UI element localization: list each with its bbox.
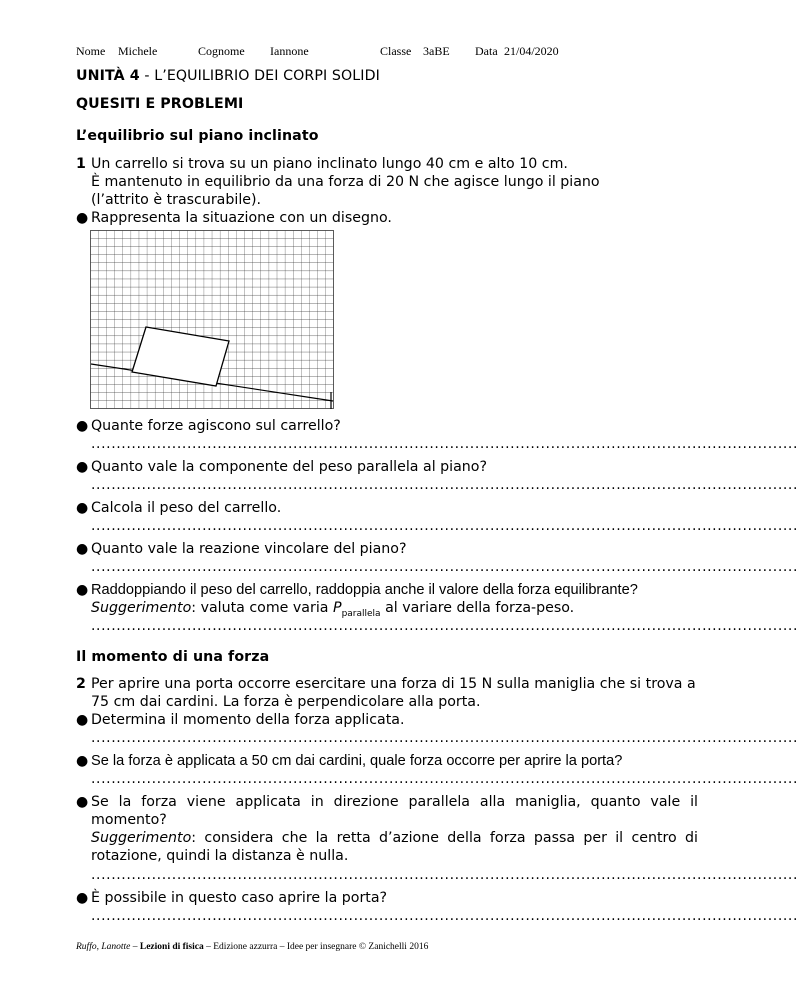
problem-2 xyxy=(76,675,698,711)
question-parallel-force-text: Se la forza viene applicata in direzione parallela alla maniglia, quanto vale il momento? xyxy=(91,794,698,828)
hint-p-symbol: P xyxy=(333,600,342,616)
question-open-door xyxy=(76,889,698,907)
problem-1-line-2: È mantenuto in equilibrio da una forza di 20 N che agisce lungo il piano xyxy=(91,174,600,190)
answer-line[interactable]: ............................................................................................................................................ xyxy=(91,559,798,575)
bullet-icon: ● xyxy=(76,890,89,906)
bullet-icon: ● xyxy=(76,500,89,516)
answer-line[interactable]: ............................................................................................................................................ xyxy=(91,436,798,452)
bullet-icon: ● xyxy=(76,582,89,598)
nome-label: Nome xyxy=(76,44,106,58)
unit-number: UNITÀ 4 xyxy=(76,68,140,84)
hint-label: Suggerimento xyxy=(91,830,192,846)
hint-label: Suggerimento xyxy=(91,600,192,616)
question-moment xyxy=(76,711,698,729)
hint-text-end: al variare della forza-peso. xyxy=(380,600,575,616)
hint-text: : considera che la retta d’azione della forza passa per il centro di rotazione, quindi la distanza è nulla. xyxy=(91,830,698,864)
bullet-icon: ● xyxy=(76,794,89,810)
draw-prompt-text: Rappresenta la situazione con un disegno. xyxy=(91,210,392,226)
cognome-label: Cognome xyxy=(198,44,245,58)
question-parallel-component-text: Quanto vale la componente del peso parallela al piano? xyxy=(91,459,487,475)
footer-book: Lezioni di fisica xyxy=(139,942,204,952)
data-label: Data xyxy=(475,44,498,58)
question-double-weight xyxy=(76,581,698,617)
cognome-value: Iannone xyxy=(270,44,309,58)
problem-2-number: 2 xyxy=(76,676,86,692)
answer-line[interactable]: ............................................................................................................................................ xyxy=(91,867,798,883)
problem-1-line-1: Un carrello si trova su un piano inclinato lungo 40 cm e alto 10 cm. xyxy=(91,156,568,172)
question-open-door-text: È possibile in questo caso aprire la porta? xyxy=(91,890,388,906)
classe-label: Classe xyxy=(380,44,412,58)
bullet-icon: ● xyxy=(76,210,89,226)
subtitle: QUESITI E PROBLEMI xyxy=(76,96,244,112)
footer-sep: – xyxy=(130,942,140,952)
bullet-icon: ● xyxy=(76,712,89,728)
answer-line[interactable]: ............................................................................................................................................ xyxy=(91,730,798,746)
draw-prompt xyxy=(76,209,698,227)
section2-heading: Il momento di una forza xyxy=(76,649,270,665)
question-weight-text: Calcola il peso del carrello. xyxy=(91,500,282,516)
hint-text: : valuta come varia xyxy=(191,600,333,616)
question-50cm xyxy=(76,752,698,770)
question-50cm-text: Se la forza è applicata a 50 cm dai cardini, quale forza occorre per aprire la porta? xyxy=(91,753,623,769)
bullet-icon: ● xyxy=(76,541,89,557)
question-reaction-text: Quanto vale la reazione vincolare del piano? xyxy=(91,541,407,557)
bullet-icon: ● xyxy=(76,753,89,769)
answer-line[interactable]: ............................................................................................................................................ xyxy=(91,518,798,534)
section1-heading: L’equilibrio sul piano inclinato xyxy=(76,128,319,144)
question-weight xyxy=(76,499,698,517)
unit-name: L’EQUILIBRIO DEI CORPI SOLIDI xyxy=(154,68,380,84)
problem-1 xyxy=(76,155,698,211)
question-double-weight-text: Raddoppiando il peso del carrello, raddoppia anche il valore della forza equilibrante? xyxy=(91,582,638,598)
answer-line[interactable]: ............................................................................................................................................ xyxy=(91,618,798,634)
hint-p-subscript: parallela xyxy=(341,608,381,619)
problem-1-line-3: (l’attrito è trascurabile). xyxy=(91,192,262,208)
answer-line[interactable]: ............................................................................................................................................ xyxy=(91,771,798,787)
problem-2-text: Per aprire una porta occorre esercitare una forza di 15 N sulla maniglia che si trova a 75 cm dai cardini. La forza è perpendicolare alla porta. xyxy=(91,676,696,710)
answer-line[interactable]: ............................................................................................................................................ xyxy=(91,908,798,924)
unit-title xyxy=(76,68,380,84)
question-forces xyxy=(76,417,698,435)
footer xyxy=(76,942,428,952)
data-value: 21/04/2020 xyxy=(504,44,559,58)
question-moment-text: Determina il momento della forza applicata. xyxy=(91,712,405,728)
grid-drawing-area[interactable] xyxy=(90,230,335,410)
question-parallel-force xyxy=(76,793,698,865)
answer-line[interactable]: ............................................................................................................................................ xyxy=(91,477,798,493)
footer-rest: – Edizione azzurra – Idee per insegnare © Zanichelli 2016 xyxy=(203,942,429,952)
bullet-icon: ● xyxy=(76,418,89,434)
question-forces-text: Quante forze agiscono sul carrello? xyxy=(91,418,341,434)
footer-authors: Ruffo, Lanotte xyxy=(76,942,131,952)
classe-value: 3aBE xyxy=(423,44,450,58)
bullet-icon: ● xyxy=(76,459,89,475)
question-reaction xyxy=(76,540,698,558)
question-parallel-component xyxy=(76,458,698,476)
hint-2 xyxy=(91,829,698,865)
problem-1-number: 1 xyxy=(76,156,86,172)
nome-value: Michele xyxy=(118,44,158,58)
unit-sep: - xyxy=(139,68,155,84)
